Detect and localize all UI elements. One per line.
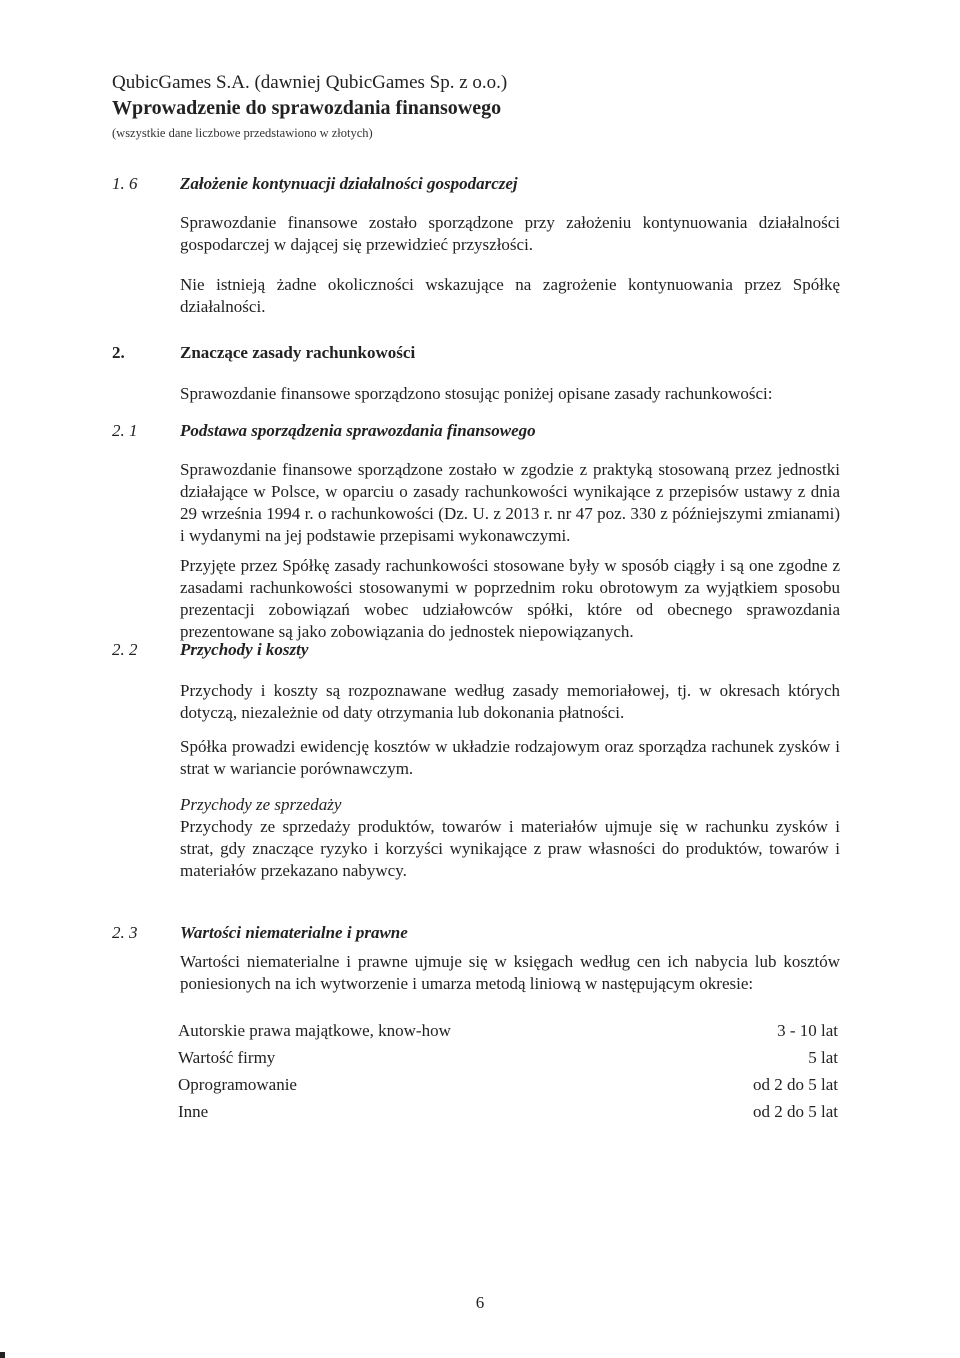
section-2-2-paragraph-3: Przychody ze sprzedaży produktów, towarów i materiałów ujmuje się w rachunku zysków i strat, gdy znaczące ryzyko i korzyści wynikające z praw własności do produktów, towarów i materiałów przekazano nabywcy. bbox=[180, 817, 840, 880]
section-2-3-paragraph-1: Wartości niematerialne i prawne ujmuje się w księgach według cen ich nabycia lub kosztów poniesionych na ich wytworzenie i umarza metodą liniową w następującym okresie: bbox=[180, 952, 840, 993]
section-2-1-paragraph-2: Przyjęte przez Spółkę zasady rachunkowości stosowane były w sposób ciągły i są one zgodne z zasadami rachunkowości stosowanymi w poprzednim roku obrotowym za wyjątkiem sposobu prezentacji zobowiązań wobec udziałowców spółki, które od obecnego sprawozdania prezentowane są jako zobowiązania do jednostek niepowiązanych. bbox=[180, 556, 840, 641]
section-heading-2: Znaczące zasady rachunkowości bbox=[180, 343, 416, 362]
section-1-6-paragraph-1: Sprawozdanie finansowe zostało sporządzone przy założeniu kontynuowania działalności gospodarczej w dającej się przewidzieć przyszłości. bbox=[180, 213, 840, 254]
section-2-2-paragraph-1: Przychody i koszty są rozpoznawane według zasady memoriałowej, tj. w okresach których dotyczą, niezależnie od daty otrzymania lub dokonania płatności. bbox=[180, 681, 840, 722]
section-1-6-paragraph-2: Nie istnieją żadne okoliczności wskazujące na zagrożenie kontynuowania przez Spółkę działalności. bbox=[180, 275, 840, 316]
row-value: 3 - 10 lat bbox=[777, 1021, 838, 1040]
page-number: 6 bbox=[475, 1293, 485, 1312]
company-name: QubicGames S.A. (dawniej QubicGames Sp. z o.o.) bbox=[112, 72, 508, 93]
section-heading-2-3: Wartości niematerialne i prawne bbox=[180, 923, 408, 942]
section-heading-2-2: Przychody i koszty bbox=[180, 640, 309, 659]
section-heading-2-1: Podstawa sporządzenia sprawozdania finansowego bbox=[180, 421, 536, 440]
table-row bbox=[178, 1075, 838, 1102]
section-2-2-sub-label: Przychody ze sprzedaży bbox=[180, 795, 342, 814]
amortization-table bbox=[178, 1021, 838, 1129]
row-value: 5 lat bbox=[808, 1048, 838, 1067]
section-number-2-1: 2. 1 bbox=[112, 421, 138, 440]
section-2-1-paragraph-1: Sprawozdanie finansowe sporządzone zostało w zgodzie z praktyką stosowaną przez jednostki działające w Polsce, w oparciu o zasady rachunkowości wynikające z przepisów ustawy z dnia 29 września 1994 r. o rachunkowości (Dz. U. z 2013 r. nr 47 poz. 330 z późniejszymi zmianami) i wydanymi na jej podstawie przepisami wykonawczymi. bbox=[180, 460, 840, 545]
row-value: od 2 do 5 lat bbox=[753, 1102, 838, 1121]
section-number-2-3: 2. 3 bbox=[112, 923, 138, 942]
section-2-2-paragraph-2: Spółka prowadzi ewidencję kosztów w układzie rodzajowym oraz sporządza rachunek zysków i strat w wariancie porównawczym. bbox=[180, 737, 840, 778]
row-label: Oprogramowanie bbox=[178, 1075, 297, 1094]
section-number-2-2: 2. 2 bbox=[112, 640, 138, 659]
row-value: od 2 do 5 lat bbox=[753, 1075, 838, 1094]
section-number-2: 2. bbox=[112, 343, 125, 362]
table-row bbox=[178, 1021, 838, 1048]
document-subtitle: Wprowadzenie do sprawozdania finansowego bbox=[112, 97, 502, 119]
currency-note: (wszystkie dane liczbowe przedstawiono w złotych) bbox=[112, 126, 373, 140]
table-row bbox=[178, 1102, 838, 1129]
row-label: Wartość firmy bbox=[178, 1048, 276, 1067]
section-2-paragraph-1: Sprawozdanie finansowe sporządzono stosując poniżej opisane zasady rachunkowości: bbox=[180, 384, 773, 403]
row-label: Inne bbox=[178, 1102, 209, 1121]
scan-mark bbox=[0, 1352, 5, 1358]
row-label: Autorskie prawa majątkowe, know-how bbox=[178, 1021, 451, 1040]
section-number-1-6: 1. 6 bbox=[112, 174, 138, 193]
section-heading-1-6: Założenie kontynuacji działalności gospodarczej bbox=[180, 174, 518, 193]
table-row bbox=[178, 1048, 838, 1075]
